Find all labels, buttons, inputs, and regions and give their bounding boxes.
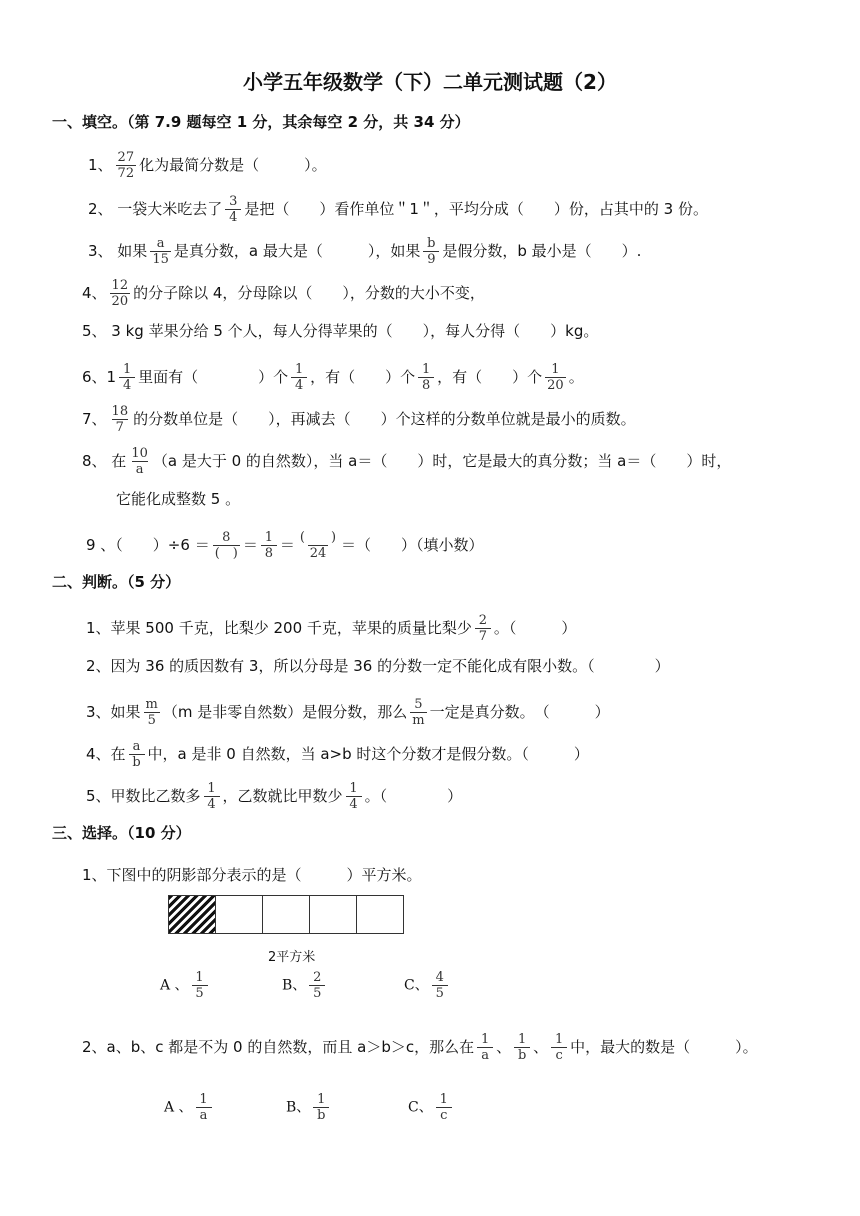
fraction [475,613,491,644]
q-text: 中，a 是非 0 自然数，当 a>b 时这个分数才是假分数。（ ） [147,745,589,763]
fraction [192,970,208,1001]
fraction [313,1092,329,1123]
denominator: 7 [112,419,128,435]
denominator: a [196,1107,212,1123]
option-letter: A 、 [164,1099,193,1116]
judge-q4 [86,739,589,770]
denominator: 15 [152,252,169,267]
fraction [129,739,145,770]
fill-q2 [88,194,708,225]
figure-label: 2平方米 [268,950,316,965]
q-text: 。 [568,368,584,386]
numerator: ( ) [299,530,337,545]
q-text: 的分子除以 4，分母除以（ ），分数的大小不变， [133,284,485,302]
section-choice-heading: 三、选择。（10 分） [52,824,191,842]
fill-q8-line2: 它能化成整数 5 。 [116,490,241,508]
q-text: 5、甲数比乙数多 [86,787,201,805]
choice-q2-option-a[interactable] [164,1092,215,1123]
numerator: 1 [195,970,204,985]
numerator: a [156,236,165,251]
denominator: b [313,1107,329,1123]
numerator: 1 [207,781,216,796]
q-text: 中，最大的数是（ ）。 [570,1038,758,1056]
page-title: 小学五年级数学（下）二单元测试题（2） [243,70,617,94]
denominator: 24 [309,546,327,561]
q-text: ＝ [242,536,258,554]
choice-q1: 1、下图中的阴影部分表示的是（ ）平方米。 [82,866,422,884]
q-text: 是把（ ）看作单位＂1＂，平均分成（ ）份，占其中的 3 份。 [244,200,708,218]
q-text: 里面有（ ）个 [138,368,289,386]
fraction [410,697,426,728]
denominator: 4 [225,209,241,225]
numerator: 1 [349,781,358,796]
numerator: 8 [222,530,231,545]
denominator: a [477,1047,493,1063]
fraction [204,781,220,812]
fraction [514,1032,530,1063]
q-text: ＝（ ）（填小数） [341,536,484,554]
choice-q2-option-b[interactable] [286,1092,332,1123]
numerator: 1 [199,1092,208,1107]
q-text: 3、 如果 [88,242,148,260]
q-text: 8、 在 [82,452,127,470]
q-text: ，有（ ）个 [310,368,416,386]
denominator: 72 [117,166,135,181]
q-text: 是假分数，b 最小是（ ）. [442,242,642,260]
q-text: 9 、（ ）÷6 ＝ [86,536,210,554]
q-text: （m 是非零自然数）是假分数，那么 [162,703,408,721]
fill-q1 [88,150,327,181]
q-text: ，乙数就比甲数少 [222,787,343,805]
section-judge-heading: 二、判断。（5 分） [52,573,181,591]
fraction [418,362,434,393]
denominator: 4 [291,377,307,393]
numerator: 3 [229,194,238,209]
fraction [110,278,131,309]
fraction [432,970,448,1001]
numerator: 1 [480,1032,490,1047]
denominator: 20 [547,378,564,393]
denominator: b [129,754,145,770]
q-text: 1、苹果 500 千克，比梨少 200 千克，苹果的质量比梨少 [86,619,472,637]
fill-q8 [82,446,731,477]
option-letter: B、 [282,977,307,994]
numerator: 1 [264,530,274,545]
fill-q9 [86,530,484,561]
grid-cell [262,895,310,934]
grid-cell [215,895,263,934]
denominator: m [412,713,425,728]
q-number: 7、 [82,410,107,428]
fraction [116,150,137,181]
numerator: 4 [435,970,444,985]
fill-q4 [82,278,485,309]
numerator: 27 [117,150,135,165]
denominator: c [436,1107,452,1123]
grid-cell [356,895,404,934]
fraction [551,1032,567,1063]
denominator: 5 [309,985,325,1001]
fraction [298,530,338,561]
option-letter: C、 [408,1099,433,1116]
judge-q3 [86,697,610,728]
judge-q1 [86,613,576,644]
denominator: 8 [261,545,277,561]
numerator: 2 [313,970,322,985]
fraction [213,530,240,561]
fill-q7 [82,404,636,435]
fraction [144,697,160,728]
q-text: 化为最简分数是（ ）。 [139,156,327,174]
numerator: 2 [478,613,488,628]
denominator: 5 [192,985,208,1001]
fraction [477,1032,493,1063]
fill-q5: 5、 3 kg 苹果分给 5 个人，每人分得苹果的（ ），每人分得（ ）kg。 [82,322,599,340]
q-number: 1、 [88,156,113,174]
fraction [346,781,362,812]
numerator: 10 [131,446,148,461]
numerator: 1 [122,362,132,377]
option-letter: A 、 [160,977,189,994]
numerator: 18 [111,404,129,419]
numerator: 1 [554,1032,564,1047]
numerator: 1 [551,362,560,377]
section-fill-heading: 一、填空。（第 7.9 题每空 1 分，其余每空 2 分，共 34 分） [52,113,470,131]
fraction [150,236,171,267]
fraction [436,1092,452,1123]
denominator: 4 [346,796,362,812]
q-text: ，有（ ）个 [437,368,543,386]
q-text: （a 是大于 0 的自然数），当 a＝（ ）时，它是最大的真分数；当 a＝（ ）时， [152,452,732,470]
q-number: 4、 [82,284,107,302]
fraction [119,362,135,393]
denominator: 5 [144,712,160,728]
numerator: 1 [317,1092,326,1107]
numerator: m [145,697,158,712]
q-text: 3、如果 [86,703,141,721]
fill-q6 [82,362,584,393]
q-text: 。（ ） [364,787,463,805]
denominator: c [551,1047,567,1063]
fraction [309,970,325,1001]
fraction [225,194,241,225]
judge-q2: 2、因为 36 的质因数有 3，所以分母是 36 的分数一定不能化成有限小数。（ ） [86,657,670,675]
fraction [196,1092,212,1123]
numerator: 1 [439,1092,448,1107]
choice-q2-option-c[interactable] [408,1092,455,1123]
separator: 、 [496,1038,512,1056]
separator: 、 [533,1038,549,1056]
grid-cell [309,895,357,934]
q-text: 4、在 [86,745,126,763]
fraction [110,404,131,435]
denominator: 20 [111,294,129,309]
q-text: 2、a、b、c 都是不为 0 的自然数，而且 a＞b＞c，那么在 [82,1038,475,1056]
denominator: 5 [432,985,448,1001]
numerator: 12 [111,278,129,293]
fraction [261,530,277,561]
q-text: 2、 一袋大米吃去了 [88,200,223,218]
fraction [423,236,439,267]
numerator: 1 [294,362,304,377]
q-text: ＝ [279,536,295,554]
q-text: 是真分数，a 最大是（ ），如果 [173,242,421,260]
numerator: 5 [414,697,423,712]
denominator: 7 [475,628,491,644]
judge-q5 [86,781,462,812]
numerator: a [132,739,141,754]
fill-q3 [88,236,641,267]
q-text: 一定是真分数。 （ ） [429,703,610,721]
q-number: 6、1 [82,368,117,386]
area-figure [169,895,404,934]
q-text: 的分数单位是（ ），再减去（ ）个这样的分数单位就是最小的质数。 [133,410,636,428]
numerator: 1 [421,362,431,377]
q-text: 。（ ） [493,619,577,637]
denominator: 9 [423,251,439,267]
choice-q2 [82,1032,758,1063]
denominator: 4 [119,377,135,393]
numerator: b [427,236,436,251]
denominator: 8 [418,377,434,393]
fraction [129,446,150,477]
denominator: a [132,461,148,477]
choice-q1-option-c[interactable] [404,970,451,1001]
denominator: ( ) [214,546,238,561]
choice-q1-option-b[interactable] [282,970,328,1001]
numerator: 1 [517,1032,527,1047]
option-letter: C、 [404,977,429,994]
choice-q1-option-a[interactable] [160,970,211,1001]
fraction [291,362,307,393]
fraction [545,362,566,393]
option-letter: B、 [286,1099,311,1116]
shaded-cell [168,895,216,934]
denominator: 4 [204,796,220,812]
denominator: b [514,1047,530,1063]
